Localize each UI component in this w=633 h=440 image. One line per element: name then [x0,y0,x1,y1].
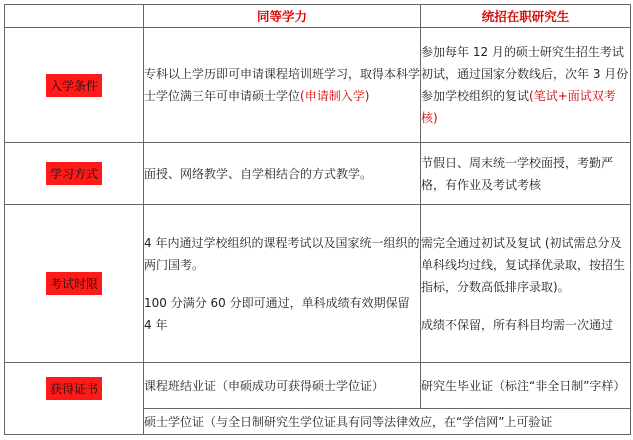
certificate-unified-text: 研究生毕业证（标注“非全日制”字样） [421,378,626,393]
exam-equivalent-para-1: 4 年内通过学校组织的课程考试以及国家统一组织的两门国考。 [144,235,420,272]
exam-equivalent-para-2: 100 分满分 60 分即可通过，单科成绩有效期保留 4 年 [144,295,410,332]
certificate-unified-cell [421,363,631,409]
study-equivalent-text: 面授、网络教学、自学相结合的方式教学。 [144,166,373,181]
row-study-mode [5,143,631,205]
header-empty [5,5,144,28]
row-exam-limit [5,205,631,363]
admission-unified-cell [421,28,631,143]
row-label-cell [5,363,144,435]
exam-unified-para-1: 需完全通过初试及复试 (初试需总分及单科线均过线，复试择优录取，按招生指标，分数高低排序录取)。 [421,235,626,294]
row-certificate [5,363,631,409]
admission-unified-note: (笔试+面试双考核) [421,89,616,125]
certificate-equivalent-cell [144,363,421,409]
admission-equivalent-note: (申请制入学) [300,89,370,103]
header-unified-postgrad: 统招在职研究生 [421,5,631,28]
study-equivalent-cell [144,143,421,205]
admission-unified-text: 参加每年 12 月的硕士研究生招生考试初试，通过国家分数线后，次年 3 月份参加学校组织的复试 [421,45,629,103]
header-row [5,5,631,28]
exam-unified-para-2: 成绩不保留，所有科目均需一次通过 [421,317,614,332]
row-label-exam-limit: 考试时限 [46,272,102,295]
degree-certificate-cell [144,409,631,435]
row-label-study-mode: 学习方式 [46,162,102,185]
row-admission [5,28,631,143]
row-label-cell [5,28,144,143]
row-label-cell [5,143,144,205]
exam-unified-cell [421,205,631,363]
row-label-certificate: 获得证书 [46,377,102,400]
row-label-cell [5,205,144,363]
admission-equivalent-text: 专科以上学历即可申请课程培训班学习，取得本科学士学位满三年可申请硕士学位 [144,67,421,103]
comparison-table [4,4,631,435]
study-unified-text: 节假日、周末统一学校面授，考勤严格，有作业及考试考核 [421,155,614,192]
exam-equivalent-cell [144,205,421,363]
row-label-admission: 入学条件 [46,74,102,97]
study-unified-cell [421,143,631,205]
degree-certificate-text: 硕士学位证（与全日制研究生学位证具有同等法律效应，在“学信网”上可验证 [144,414,553,429]
certificate-equivalent-text: 课程班结业证（申硕成功可获得硕士学位证） [144,378,385,393]
header-equivalent-degree: 同等学力 [144,5,421,28]
admission-equivalent-cell [144,28,421,143]
